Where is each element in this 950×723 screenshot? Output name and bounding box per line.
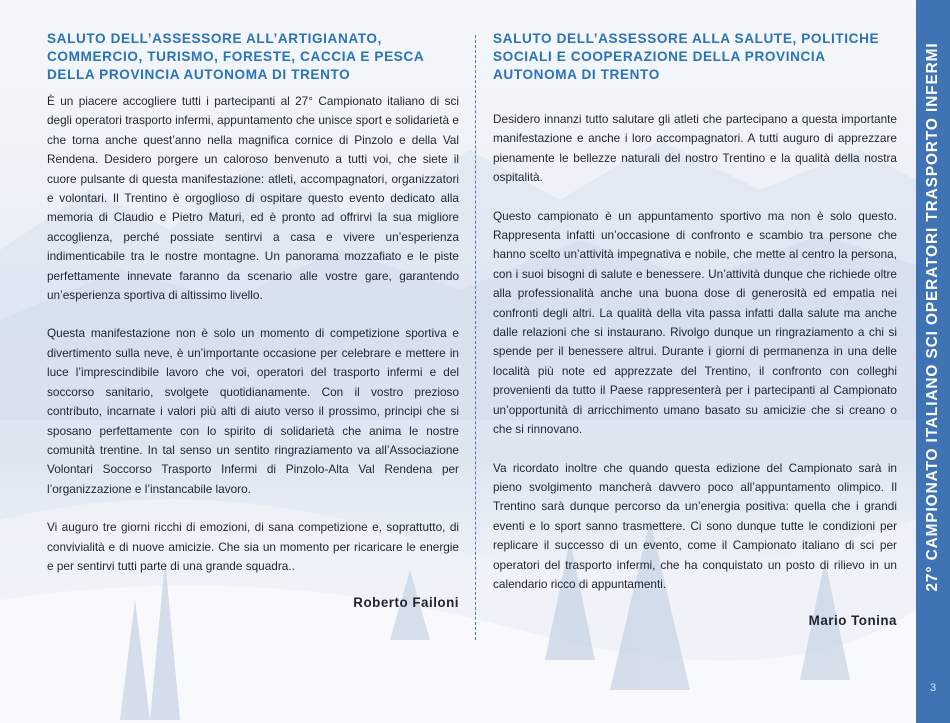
right-paragraph-1: Desidero innanzi tutto salutare gli atleti che partecipano a questa importante manifestazione e anche i loro accompagnatori. A tutti auguro di apprezzare pienamente le bellezze naturali del nostro Trentino e la qualità della nostra ospitalità. bbox=[493, 112, 897, 185]
side-band-title: 27° CAMPIONATO ITALIANO SCI OPERATORI TRASPORTO INFERMI bbox=[924, 42, 941, 592]
page-number: 3 bbox=[929, 682, 937, 694]
right-signature: Mario Tonina bbox=[808, 613, 897, 629]
right-heading: SALUTO DELL’ASSESSORE ALLA SALUTE, POLITICHE SOCIALI E COOPERAZIONE DELLA PROVINCIA AUTONOMA DI TRENTO bbox=[493, 31, 880, 82]
left-column bbox=[47, 30, 459, 610]
right-paragraph-3: Va ricordato inoltre che quando questa edizione del Campionato sarà in pieno svolgimento mancherà davvero poco all’appuntamento olimpico. Il Trentino sarà dunque percorso da un’energia positiva: quella che i grandi eventi e lo sport sanno trasmettere. Ci sono dunque tutte le condizioni per replicare il successo di un evento, come il Campionato italiano di sci per operatori del trasporto infermi, che ha conquistato un posto di rilievo in un calendario ricco di appuntamenti. bbox=[493, 460, 897, 591]
left-signature: Roberto Failoni bbox=[353, 595, 459, 611]
right-column bbox=[493, 30, 897, 628]
left-paragraph-3: Vi auguro tre giorni ricchi di emozioni, di sana competizione e, soprattutto, di convivialità e di nuove amicizie. Che sia un momento per ricaricare le energie e per sentirvi tutti parte di una grande squadra.. bbox=[47, 520, 459, 573]
left-paragraph-1: È un piacere accogliere tutti i partecipanti al 27° Campionato italiano di sci degli operatori trasporto infermi, appuntamento che unisce sport e solidarietà e che torna anche quest’anno nella magnifica cornice di Pinzolo e della Val Rendena. Desidero porgere un caloroso benvenuto a tutti voi, che siete il cuore pulsante di questa manifestazione: atleti, accompagnatori, organizzatori e volontari. Il Trentino è orgoglioso di ospitare questo evento dedicato alla memoria di Claudio e Pietro Maturi, ed è pronto ad offrirvi la sua migliore accoglienza, perché possiate sentirvi a casa e vivere un’esperienza indimenticabile tra le nostre montagne. Un panorama mozzafiato e le piste perfettamente innevate faranno da scenario alle vostre gare, garantendo un’esperienza sportiva di altissimo livello. bbox=[47, 94, 459, 303]
column-divider bbox=[475, 35, 476, 640]
left-heading: SALUTO DELL’ASSESSORE ALL’ARTIGIANATO, COMMERCIO, TURISMO, FORESTE, CACCIA E PESCA DELLA PROVINCIA AUTONOMA DI TRENTO bbox=[47, 31, 424, 82]
left-paragraph-2: Questa manifestazione non è solo un momento di competizione sportiva e divertimento sulla neve, è un’importante occasione per celebrare e mettere in luce l’imprescindibile lavoro che voi, operatori del trasporto infermi e del soccorso sanitario, svolgete quotidianamente. Con il vostro prezioso contributo, incarnate i valori più alti di aiuto verso il prossimo, principi che si sposano perfettamente con lo spirito di solidarietà che anima le nostre comunità trentine. In tal senso un sentito ringraziamento va all’Associazione Volontari Soccorso Trasporto Infermi di Pinzolo-Alta Val Rendena per l’organizzazione e l’instancabile lavoro. bbox=[47, 326, 459, 496]
right-paragraph-2: Questo campionato è un appuntamento sportivo ma non è solo questo. Rappresenta infatti un’occasione di confronto e scambio tra persone che hanno scelto un’attività impegnativa e nobile, che mette al centro la persona, con i suoi bisogni di salute e benessere. Un’attività dunque che richiede oltre alla professionalità anche una buona dose di generosità ed empatia nei confronti degli altri. La qualità della vita passa infatti dalla salute ma anche dalle relazioni che si instaurano. Rivolgo dunque un ringraziamento a chi si spende per il benessere altrui. Durante i giorni di permanenza in una delle località più note ed apprezzate del Trentino, il confronto con colleghi provenienti da tutto il Paese rappresenterà per i partecipanti al Campionato un’opportunità di arricchimento umano basato su amicizie che si creano o che si rinnovano. bbox=[493, 208, 897, 437]
